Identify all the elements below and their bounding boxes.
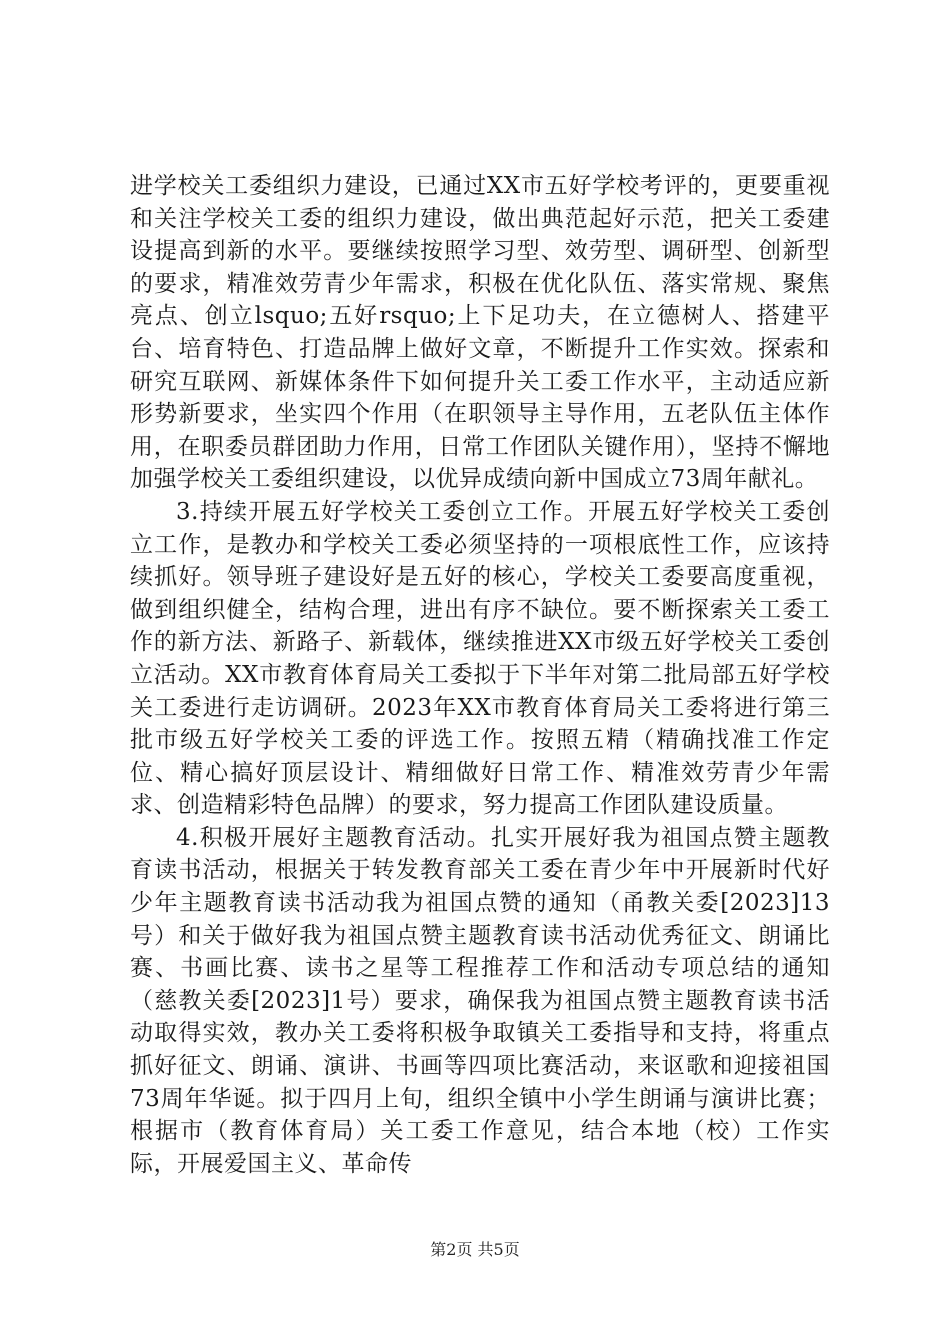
page-number-footer: 第2页 共5页 (430, 1240, 520, 1259)
document-body (130, 170, 830, 1180)
paragraph-item-4: 4.积极开展好主题教育活动。扎实开展好我为祖国点赞主题教育读书活动，根据关于转发教育部关工委在青少年中开展新时代好少年主题教育读书活动我为祖国点赞的通知（甬教关委[2023]13号）和关于做好我为祖国点赞主题教育读书活动优秀征文、朗诵比赛、书画比赛、读书之星等工程推荐工作和活动专项总结的通知（慈教关委[2023]1号）要求，确保我为祖国点赞主题教育读书活动取得实效，教办关工委将积极争取镇关工委指导和支持，将重点抓好征文、朗诵、演讲、书画等四项比赛活动，来讴歌和迎接祖国73周年华诞。拟于四月上旬，组织全镇中小学生朗诵与演讲比赛；根据市（教育体育局）关工委工作意见，结合本地（校）工作实际，开展爱国主义、革命传 (130, 824, 830, 1177)
paragraph-item-3: 3.持续开展五好学校关工委创立工作。开展五好学校关工委创立工作，是教办和学校关工委必须坚持的一项根底性工作，应该持续抓好。领导班子建设好是五好的核心，学校关工委要高度重视，做到组织健全，结构合理，进出有序不缺位。要不断探索关工委工作的新方法、新路子、新载体，继续推进XX市级五好学校关工委创立活动。XX市教育体育局关工委拟于下半年对第二批局部五好学校关工委进行走访调研。2023年XX市教育体育局关工委将进行第三批市级五好学校关工委的评选工作。按照五精（精确找准工作定位、精心搞好顶层设计、精细做好日常工作、精准效劳青少年需求、创造精彩特色品牌）的要求，努力提高工作团队建设质量。 (130, 498, 830, 819)
paragraph-continuation: 进学校关工委组织力建设，已通过XX市五好学校考评的，更要重视和关注学校关工委的组织力建设，做出典范起好示范，把关工委建设提高到新的水平。要继续按照学习型、效劳型、调研型、创新型的要求，精准效劳青少年需求，积极在优化队伍、落实常规、聚焦亮点、创立lsquo;五好rsquo;上下足功夫，在立德树人、搭建平台、培育特色、打造品牌上做好文章，不断提升工作实效。探索和研究互联网、新媒体条件下如何提升关工委工作水平，主动适应新形势新要求，坐实四个作用（在职领导主导作用，五老队伍主体作用，在职委员群团助力作用，日常工作团队关键作用），坚持不懈地加强学校关工委组织建设，以优异成绩向新中国成立73周年献礼。 (130, 173, 830, 493)
